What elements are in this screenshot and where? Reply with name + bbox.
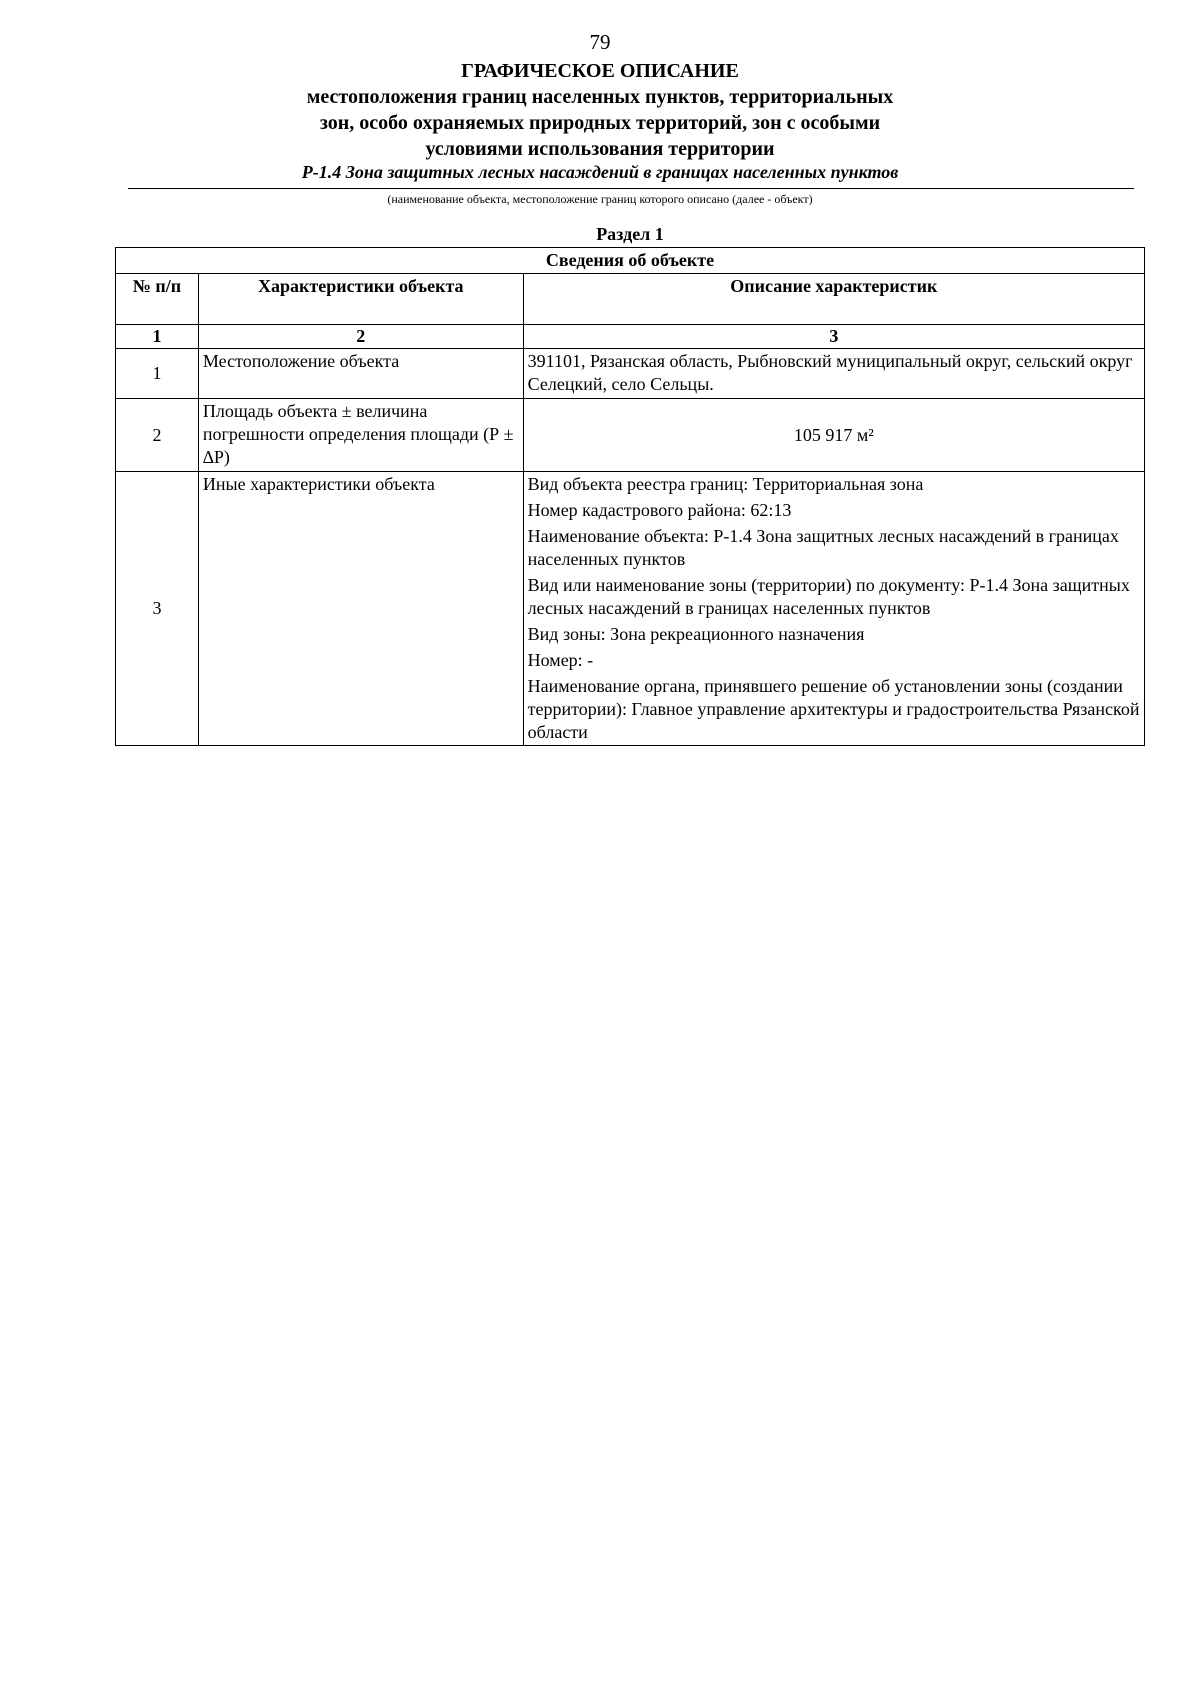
column-number: 3 [523,325,1144,349]
table-row [116,349,1145,399]
column-number-row [116,325,1145,349]
object-name: Р-1.4 Зона защитных лесных насаждений в границах населенных пунктов [301,162,899,182]
object-info-table [115,247,1145,746]
row-number: 3 [116,472,199,746]
header-description: Описание характеристик [523,274,1144,325]
row-description-list [523,472,1144,746]
description-item: Вид или наименование зоны (территории) по документу: Р-1.4 Зона защитных лесных насаждений в границах населенных пунктов [527,575,1130,618]
object-caption: (наименование объекта, местоположение границ которого описано (далее - объект) [387,192,813,206]
row-number: 2 [116,399,199,472]
description-item: Вид зоны: Зона рекреационного назначения [527,624,865,644]
description-item: Наименование объекта: Р-1.4 Зона защитных лесных насаждений в границах населенных пунктов [527,526,1119,569]
column-number: 2 [198,325,523,349]
table-header-row [116,274,1145,325]
document-title [0,58,1200,162]
row-characteristic: Площадь объекта ± величина погрешности определения площади (Р ± ∆Р) [198,399,523,472]
section-title: Раздел 1 [596,224,664,244]
title-line-3: зон, особо охраняемых природных территорий, зон с особыми [319,112,881,134]
table-caption: Сведения об объекте [116,248,1145,274]
row-characteristic: Иные характеристики объекта [198,472,523,746]
table-caption-row [116,248,1145,274]
description-item: Вид объекта реестра границ: Территориальная зона [527,474,924,494]
description-item: Наименование органа, принявшего решение об установлении зоны (создании территории): Главное управление архитектуры и градостроительства Рязанской области [527,676,1140,742]
description-item: Номер кадастрового района: 62:13 [527,500,792,520]
row-characteristic: Местоположение объекта [198,349,523,399]
title-line-4: условиями использования территории [425,138,775,160]
object-underline [128,188,1134,189]
column-number: 1 [116,325,199,349]
row-number: 1 [116,349,199,399]
row-description: 391101, Рязанская область, Рыбновский муниципальный округ, сельский округ Селецкий, село Сельцы. [523,349,1144,399]
header-characteristic: Характеристики объекта [198,274,523,325]
table-row [116,472,1145,746]
table-row [116,399,1145,472]
row-description: 105 917 м² [523,399,1144,472]
description-item: Номер: - [527,650,594,670]
header-number: № п/п [116,274,199,325]
page-number: 79 [589,30,611,54]
title-line-2: местоположения границ населенных пунктов, территориальных [306,86,894,108]
title-line-1: ГРАФИЧЕСКОЕ ОПИСАНИЕ [461,60,739,82]
